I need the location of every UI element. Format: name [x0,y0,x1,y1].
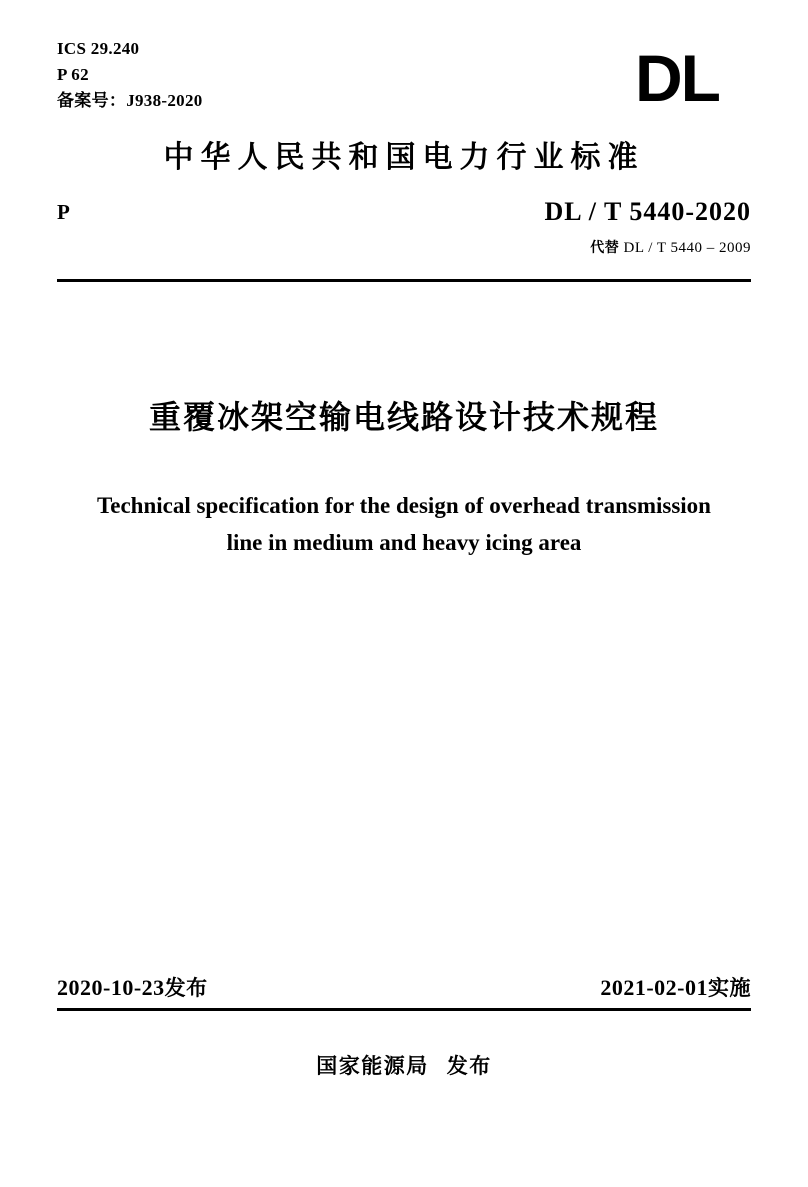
publisher-name: 国家能源局 [316,1054,429,1078]
page-title-english-line2: line in medium and heavy icing area [226,530,582,555]
page-title: 重覆冰架空输电线路设计技术规程 [148,398,660,436]
standard-designation: DL / T 5440-2020 [544,197,751,226]
page-title-english [44,487,764,561]
replaces-label: 代替 [590,240,620,256]
dl-logo-text: DL [635,41,719,115]
classification-letter: P [57,200,70,224]
standard-series-title: 中华人民共和国电力行业标准 [163,140,645,175]
effective-date-label: 实施 [708,976,751,1000]
dl-logo [603,41,751,115]
publisher-line [316,1050,492,1080]
replaces-designation: DL / T 5440 – 2009 [623,240,751,256]
ics-code: ICS 29.240 [57,39,140,58]
effective-date [600,972,751,1002]
issue-date-label: 发布 [164,976,208,1000]
divider-bottom [57,1008,751,1011]
divider-top [57,279,751,282]
record-number: 备案号：J938-2020 [57,91,203,110]
publisher-action: 发布 [446,1054,492,1078]
header-code-block [57,36,203,114]
issue-date-value: 2020-10-23 [57,975,165,1000]
standard-designation-block [545,197,751,257]
page-title-english-line1: Technical specification for the design of overhead transmission [97,493,711,518]
issue-date [57,972,208,1002]
effective-date-value: 2021-02-01 [600,975,708,1000]
classification-code: P 62 [57,65,89,84]
replaces-note [545,237,751,257]
